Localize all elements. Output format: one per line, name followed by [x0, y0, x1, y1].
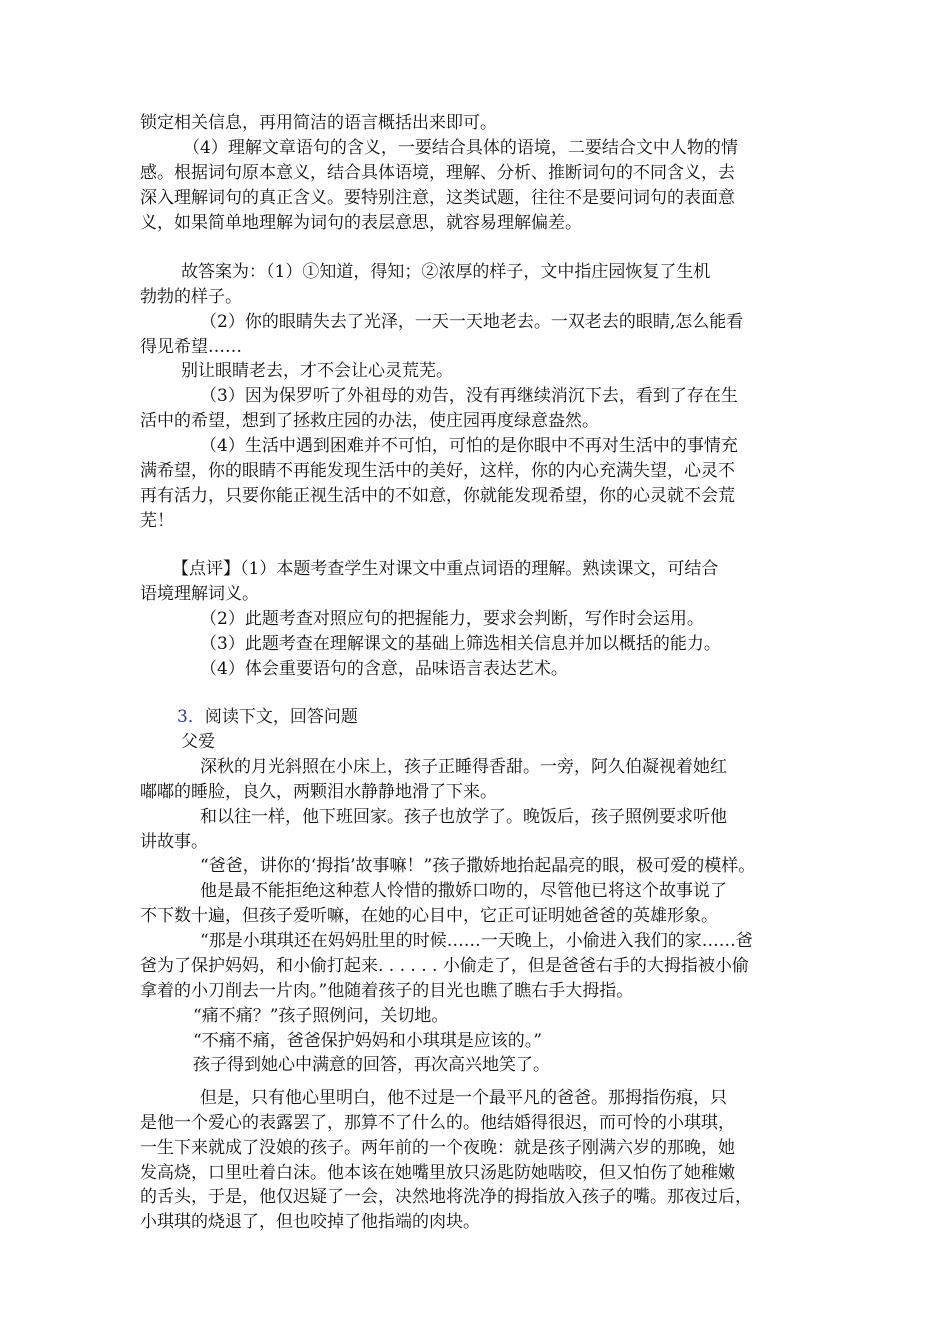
article-line: 拿着的小刀削去一片肉。”他随着孩子的目光也瞧了瞧右手大拇指。	[140, 981, 634, 1001]
article-line: 发高烧，口里吐着白沫。他本该在她嘴里放只汤匙防她啮咬，但又怕伤了她稚嫩	[140, 1163, 735, 1183]
article-line: 讲故事。	[140, 832, 208, 852]
article-line: 的舌头，于是，他仅迟疑了一会，决然地将洗净的拇指放入孩子的嘴。那夜过后，	[140, 1187, 752, 1207]
article-title: 父爱	[181, 732, 215, 752]
paragraph-line: 感。根据词句原本意义，结合具体语境，理解、分析、推断词句的不同含义，去	[140, 163, 735, 183]
answer-line: （2）你的眼睛失去了光泽，一天一天地老去。一双老去的眼睛,怎么能看	[200, 312, 744, 332]
article-line: 不下数十遍，但孩子爱听嘛，在她的心目中，它正可证明她爸爸的英雄形象。	[140, 906, 718, 926]
question-heading	[177, 705, 358, 729]
question-number: 3．	[177, 707, 205, 727]
article-line: “不痛不痛，爸爸保护妈妈和小琪琪是应该的。”	[193, 1031, 542, 1051]
answer-line: 满希望，你的眼睛不再能发现生活中的美好，这样，你的内心充满失望，心灵不	[140, 461, 735, 481]
review-line: 【点评】（1）本题考查学生对课文中重点词语的理解。熟读课文，可结合	[172, 559, 719, 579]
paragraph-line: 锁定相关信息，再用简洁的语言概括出来即可。	[140, 113, 497, 133]
answer-line: （3）因为保罗听了外祖母的劝告，没有再继续消沉下去，看到了存在生	[200, 386, 738, 406]
article-line: 孩子得到她心中满意的回答，再次高兴地笑了。	[193, 1055, 550, 1075]
paragraph-line: （4）理解文章语句的含义，一要结合具体的语境，二要结合文中人物的情	[183, 138, 738, 158]
article-line: 但是，只有他心里明白，他不过是一个最平凡的爸爸。那拇指伤痕，只	[200, 1088, 727, 1108]
article-line: 是他一个爱心的表露罢了，那算不了什么的。他结婚得很迟，而可怜的小琪琪，	[140, 1113, 735, 1133]
answer-line: 勃勃的样子。	[140, 287, 242, 307]
article-line: “痛不痛？”孩子照例问，关切地。	[193, 1006, 449, 1026]
paragraph-line: 深入理解词句的真正含义。要特别注意，这类试题，往往不是要问词句的表面意	[140, 188, 735, 208]
review-line: 语境理解词义。	[140, 584, 259, 604]
article-line: 深秋的月光斜照在小床上，孩子正睡得香甜。一旁，阿久伯凝视着她红	[200, 757, 727, 777]
answer-line: 再有活力，只要你能正视生活中的不如意，你就能发现希望，你的心灵就不会荒	[140, 486, 735, 506]
article-line: 嘟嘟的睡脸，良久，两颗泪水静静地滑了下来。	[140, 782, 497, 802]
paragraph-line: 义，如果简单地理解为词句的表层意思，就容易理解偏差。	[140, 213, 582, 233]
answer-line: 得见希望……	[140, 337, 242, 357]
answer-line: 活中的希望，想到了拯救庄园的办法，使庄园再度绿意盎然。	[140, 411, 599, 431]
article-line: 小琪琪的烧退了，但也咬掉了他指端的肉块。	[140, 1212, 480, 1232]
article-line: 一生下来就成了没娘的孩子。两年前的一个夜晚：就是孩子刚满六岁的那晚，她	[140, 1138, 735, 1158]
answer-line: 别让眼睛老去，才不会让心灵荒芜。	[181, 361, 453, 381]
article-line: “爸爸，讲你的‘拇指’故事嘛！”孩子撒娇地抬起晶亮的眼，极可爱的模样。	[200, 856, 756, 876]
answer-line: 故答案为：（1）①知道，得知；②浓厚的样子，文中指庄园恢复了生机	[181, 262, 711, 282]
article-line: 他是最不能拒绝这种惹人怜惜的撒娇口吻的，尽管他已将这个故事说了	[200, 881, 727, 901]
article-line: “那是小琪琪还在妈妈肚里的时候……一天晚上，小偷进入我们的家……爸	[200, 931, 753, 951]
article-line: 爸为了保护妈妈，和小偷打起来. . . . . . 小偷走了，但是爸爸右手的大拇指被小偷	[140, 956, 749, 976]
answer-line: （4）生活中遇到困难并不可怕，可怕的是你眼中不再对生活中的事情充	[200, 436, 738, 456]
review-line: （2）此题考查对照应句的把握能力，要求会判断，写作时会运用。	[200, 609, 704, 629]
review-line: （3）此题考查在理解课文的基础上筛选相关信息并加以概括的能力。	[200, 634, 721, 654]
answer-line: 芜！	[140, 511, 174, 531]
review-line: （4）体会重要语句的含意，品味语言表达艺术。	[200, 659, 568, 679]
question-prompt: 阅读下文，回答问题	[204, 707, 358, 727]
article-line: 和以往一样，他下班回家。孩子也放学了。晚饭后，孩子照例要求听他	[200, 807, 727, 827]
